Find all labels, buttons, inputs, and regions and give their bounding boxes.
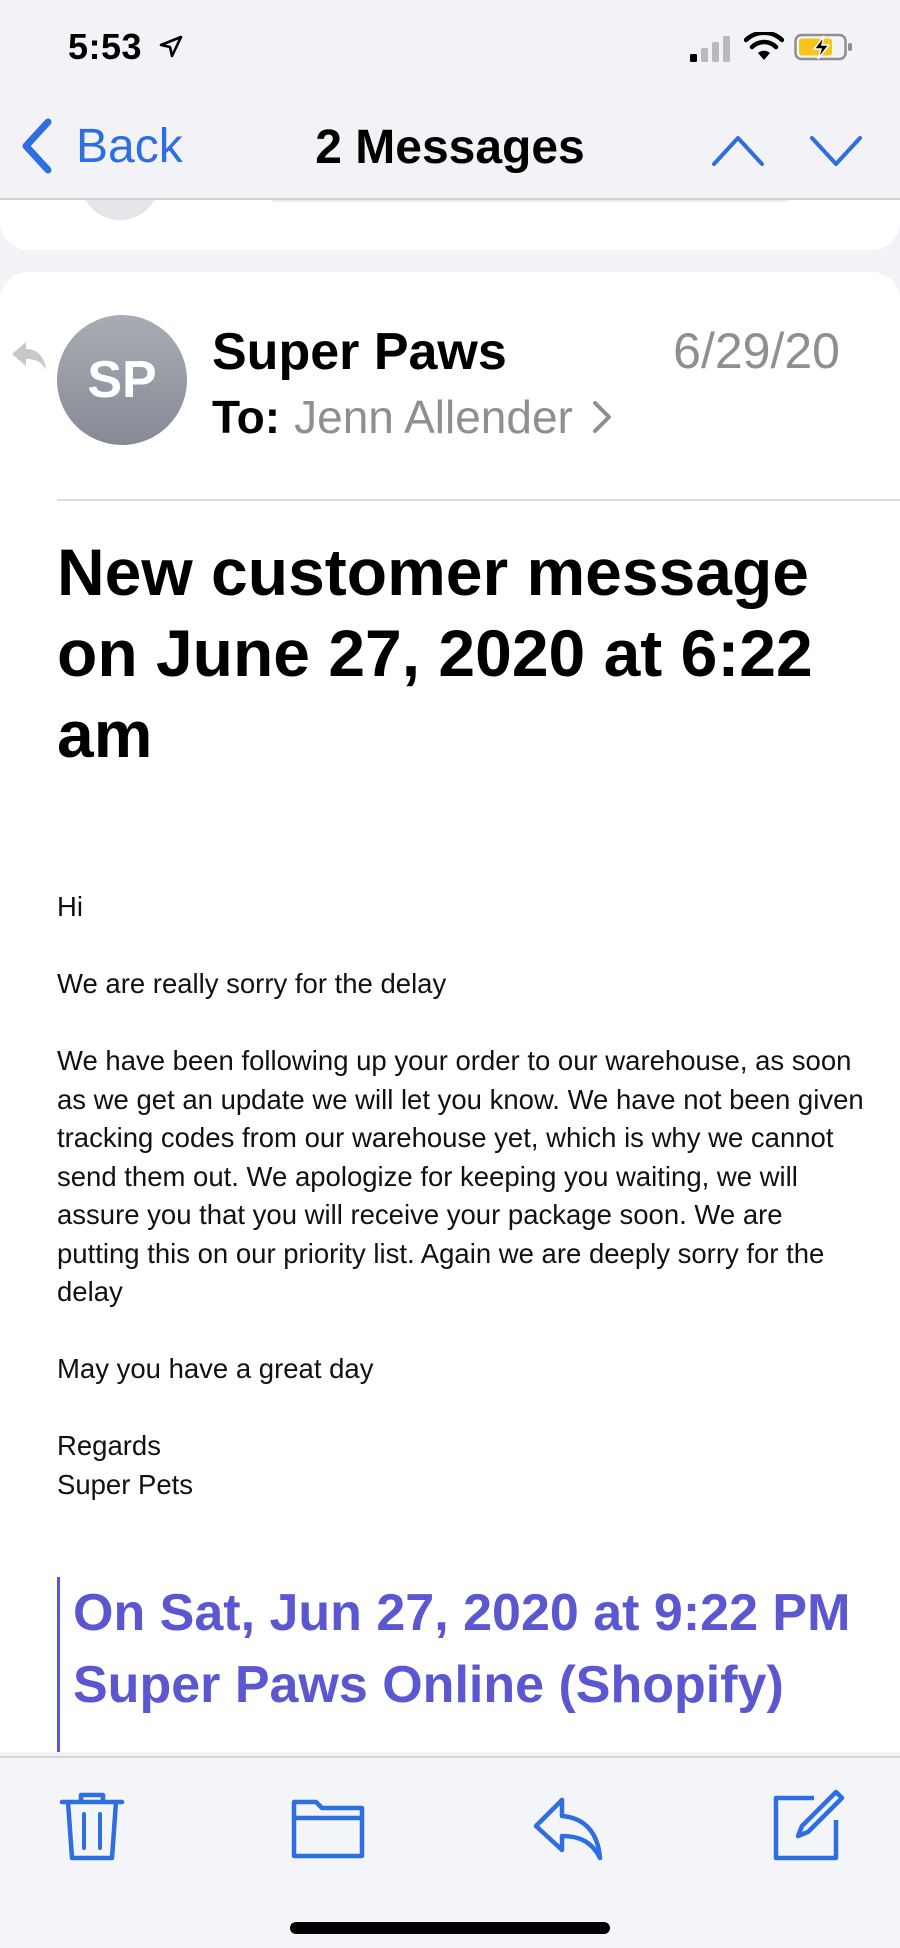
previous-message-card[interactable] (0, 200, 900, 250)
chevron-right-icon (591, 399, 613, 435)
header-divider (57, 499, 900, 501)
sender-avatar[interactable]: SP (57, 315, 187, 445)
message-subject: New customer message on June 27, 2020 at 6:22 am (57, 535, 813, 771)
previous-message-preview (270, 200, 790, 202)
quoted-message (57, 1577, 857, 1752)
status-time: 5:53 (68, 26, 143, 67)
quoted-header: On Sat, Jun 27, 2020 at 9:22 PM Super Paws Online (Shopify) (73, 1584, 851, 1714)
recipient-name: Jenn Allender (294, 391, 573, 443)
previous-message-avatar (80, 200, 160, 220)
message-card (0, 272, 900, 1752)
next-message-chevron-down-icon[interactable] (808, 130, 864, 170)
cellular-signal-icon (690, 36, 734, 62)
back-label: Back (76, 119, 183, 173)
status-bar (0, 0, 900, 100)
message-date: 6/29/20 (673, 323, 840, 379)
message-body (57, 888, 867, 1504)
body-paragraph: May you have a great day (57, 1353, 374, 1384)
home-indicator (290, 1922, 610, 1934)
battery-charging-icon (794, 32, 854, 62)
location-arrow-icon (158, 34, 184, 60)
bottom-toolbar (0, 1756, 900, 1948)
reply-icon[interactable] (530, 1788, 606, 1864)
nav-title: 2 Messages (315, 121, 585, 174)
body-closing: Regards (57, 1430, 161, 1461)
body-paragraph: We have been following up your order to our warehouse, as soon as we get an update we will let you know. We have not been given tracking codes from our warehouse yet, which is why we cannot send them out. We apologize for keeping you waiting, we will assure you that you will receive your package soon. We are putting this on our priority list. Again we are deeply sorry for the delay (57, 1045, 864, 1307)
body-signature: Super Pets (57, 1468, 194, 1500)
compose-icon[interactable] (770, 1788, 846, 1864)
to-label: To: (212, 391, 281, 443)
folder-icon[interactable] (290, 1788, 366, 1864)
previous-message-chevron-up-icon[interactable] (710, 130, 766, 170)
recipient-line[interactable] (212, 390, 613, 444)
body-paragraph: We are really sorry for the delay (57, 968, 447, 999)
replied-arrow-icon (8, 334, 50, 376)
trash-icon[interactable] (54, 1788, 130, 1864)
wifi-icon (744, 32, 784, 62)
navigation-bar (0, 100, 900, 200)
sender-name[interactable]: Super Paws (212, 323, 507, 381)
body-greeting: Hi (57, 891, 83, 922)
